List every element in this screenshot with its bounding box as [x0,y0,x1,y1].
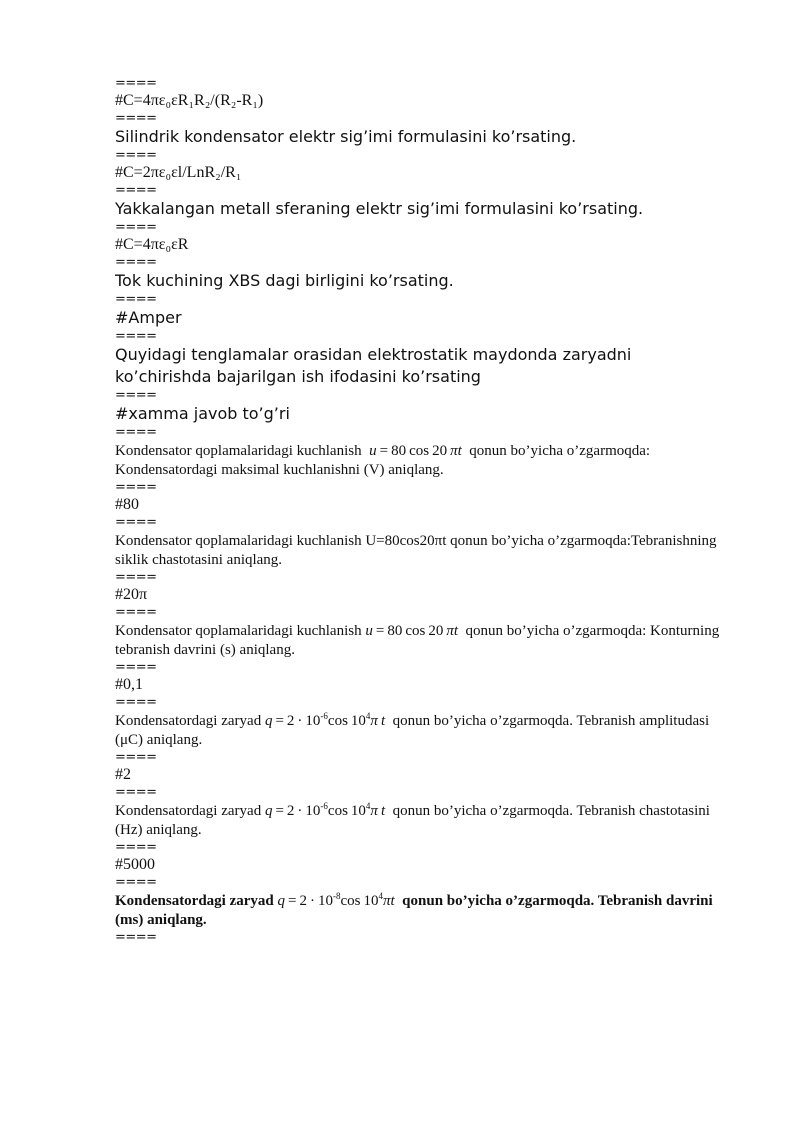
formula: u = 80 cos 20 πt [369,443,462,459]
answer-text: #5000 [115,856,155,873]
question-text [115,442,725,480]
separator: ==== [115,292,157,307]
separator: ==== [115,660,157,675]
answer-text: #80 [115,496,139,513]
question-text: Tok kuchining XBS dagi birligini ko’rsating. [115,271,454,290]
question-prefix: Kondensatordagi zaryad [115,713,262,729]
separator: ==== [115,480,157,495]
separator: ==== [115,255,157,270]
question-prefix: Kondensatordagi zaryad [115,803,262,819]
separator: ==== [115,750,157,765]
answer-text: #20π [115,586,148,603]
separator: ==== [115,76,157,91]
question-prefix: Kondensatordagi zaryad [115,893,274,909]
answer-text: #0,1 [115,676,143,693]
answer-text: #C=4πε₀εR [115,236,189,253]
separator: ==== [115,148,157,163]
question-suffix: qonun bo’yicha o’zgarmoqda. Tebranish davrini (ms) aniqlang. [115,893,713,928]
document-page [115,76,725,945]
question-text: Silindrik kondensator elektr sig’imi formulasini ko’rsating. [115,127,577,146]
question-text [115,622,725,660]
answer-text: #C=4πε₀εR₁R₂/(R₂-R₁) [115,92,264,109]
separator: ==== [115,875,157,890]
answer-text: #Amper [115,308,182,327]
formula: $q = 2 \cdot 10^{-8}\cos$ $10^4\pi t$ [277,891,395,909]
separator: ==== [115,111,157,126]
question-suffix: qonun bo’yicha o’zgarmoqda: Konturning tebranish davrini (s) aniqlang. [115,623,720,658]
separator: ==== [115,329,157,344]
formula: u = 80 cos 20 πt [365,623,459,639]
question-text [115,712,725,750]
separator: ==== [115,695,157,710]
separator: ==== [115,515,157,530]
question-suffix: qonun bo’yicha o’zgarmoqda: Kondensatordagi maksimal kuchlanishni (V) aniqlang. [115,443,651,478]
separator: ==== [115,388,157,403]
formula: $q = 2 \cdot 10^{-6}\cos$ $10^4\pi$ t [264,801,386,819]
separator: ==== [115,570,157,585]
answer-text: #xamma javob to’g’ri [115,404,290,423]
formula: $q = 2 \cdot 10^{-6}\cos$ $10^4\pi$ t [264,711,386,729]
separator: ==== [115,425,157,440]
separator: ==== [115,840,157,855]
question-text [115,892,725,930]
separator: ==== [115,785,157,800]
separator: ==== [115,930,157,945]
question-suffix: qonun bo’yicha o’zgarmoqda. Tebranish chastotasini (Hz) aniqlang. [115,803,710,838]
separator: ==== [115,183,157,198]
question-suffix: qonun bo’yicha o’zgarmoqda. Tebranish amplitudasi (μC) aniqlang. [115,713,710,748]
question-text: Yakkalangan metall sferaning elektr sig’imi formulasini ko’rsating. [115,199,644,218]
answer-text: #2 [115,766,131,783]
question-text: Quyidagi tenglamalar orasidan elektrostatik maydonda zaryadni ko’chirishda bajarilgan ish ifodasini ko’rsating [115,345,632,386]
separator: ==== [115,605,157,620]
answer-text: #C=2πε₀εl/LnR₂/R₁ [115,164,242,181]
separator: ==== [115,220,157,235]
question-prefix: Kondensator qoplamalaridagi kuchlanish [115,443,362,459]
question-text: Kondensator qoplamalaridagi kuchlanish U=80cos20πt qonun bo’yicha o’zgarmoqda:Tebranishning siklik chastotasini aniqlang. [115,533,717,568]
question-text [115,802,725,840]
question-prefix: Kondensator qoplamalaridagi kuchlanish [115,623,362,639]
